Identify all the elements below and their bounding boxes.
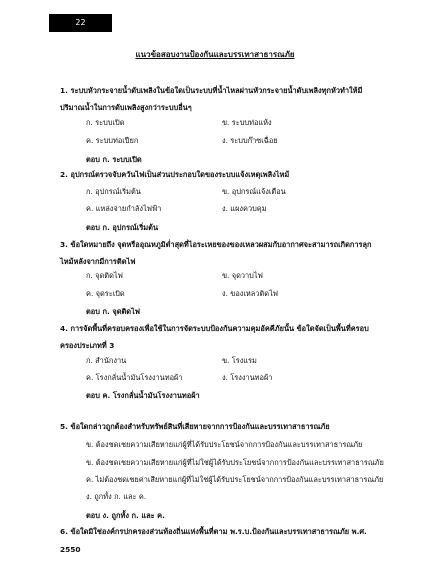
question-5-option-b: ข. ต้องชดเชยความเสียหายแก่ผู้ที่ไม่ใช่ผู้ได้รับประโยชน์จากการป้องกันและบรรเทาสาธารณภัย [86, 458, 384, 467]
question-6: 6. ข้อใดมิใช่องค์กรปกครองส่วนท้องถิ่นแห่งพื้นที่ตาม พ.ร.บ.ป้องกันและบรรเทาสาธารณภัย พ.ศ. [60, 527, 367, 536]
question-5: 5. ข้อใดกล่าวถูกต้องสำหรับทรัพย์สินที่เสียหายจากการป้องกันและบรรเทาสาธารณภัย [60, 422, 330, 431]
question-5-option-c: ค. ไม่ต้องชดเชยค่าเสียหายแก่ผู้ที่ไม่ใช่ผู้ได้รับประโยชน์จากการป้องกันและบรรเทาสาธารณภัย [86, 475, 384, 484]
question-3-answer: ตอบ ก. จุดติดไฟ [86, 307, 141, 316]
question-1-answer: ตอบ ก. ระบบเปิด [86, 155, 142, 164]
document-title: แนวข้อสอบงานป้องกันและบรรเทาสาธารณภัย [135, 50, 295, 59]
question-6-continuation: 2550 [60, 545, 81, 554]
question-1-option-c: ค. ระบบท่อเปียก [86, 136, 139, 145]
question-2: 2. อุปกรณ์ตรวจจับควันไฟเป็นส่วนประกอบใดของระบบแจ้งเหตุเพลิงไหม้ [60, 170, 290, 179]
question-2-option-a: ก. อุปกรณ์เริ่มต้น [86, 187, 141, 196]
question-1-option-a: ก. ระบบเปิด [86, 118, 125, 127]
question-4-option-b: ข. โรงแรม [222, 356, 257, 365]
question-4-option-a: ก. สำนักงาน [86, 356, 127, 365]
question-1-option-b: ข. ระบบท่อแห้ง [222, 118, 272, 127]
question-4-answer: ตอบ ค. โรงกลั่นน้ำมันโรงงานทอผ้า [86, 391, 200, 400]
question-4-option-c: ค. โรงกลั่นน้ำมันโรงงานทอผ้า [86, 373, 183, 382]
question-5-answer: ตอบ ง. ถูกทั้ง ก. และ ค. [86, 511, 165, 520]
question-3-option-c: ค. จุดระเบิด [86, 289, 125, 298]
question-3: 3. ข้อใดหมายถึง จุดหรืออุณหภูมิต่ำสุดที่ไอระเหยของของเหลวผสมกับอากาศจะสามารถเกิดการลุกไหม้หลังจากมีการติดไฟ [60, 240, 372, 266]
question-2-option-d: ง. แผงควบคุม [222, 204, 267, 213]
question-2-option-c: ค. แหล่งจ่ายกำลังไฟฟ้า [86, 204, 162, 213]
question-2-answer: ตอบ ก. อุปกรณ์เริ่มต้น [86, 223, 159, 232]
question-3-option-b: ข. จุดวาบไฟ [222, 271, 263, 280]
question-3-option-a: ก. จุดติดไฟ [86, 271, 123, 280]
question-3-option-d: ง. ของเหลวติดไฟ [222, 289, 279, 298]
question-1-option-d: ง. ระบบก๊าซเฉื่อย [222, 136, 278, 145]
question-4-option-d: ง. โรงงานทอผ้า [222, 373, 273, 382]
question-5-option-d: ง. ถูกทั้ง ก. และ ค. [86, 492, 147, 501]
page-number-badge: 22 [49, 14, 112, 32]
question-4: 4. การจัดพื้นที่ครอบครองเพื่อใช้ในการจัดระบบป้องกันความคุมอัคคีภัยนั้น ข้อใดจัดเป็นพื้นที่ครอบครองประเภทที่ 3 [60, 324, 369, 350]
question-5-option-a: ข. ต้องชดเชยความเสียหายแก่ผู้ที่ได้รับประโยชน์จากการป้องกันและบรรเทาสาธารณภัย [86, 440, 363, 449]
question-1: 1. ระบบหัวกระจายน้ำดับเพลิงในข้อใดเป็นระบบที่น้ำไหลผ่านหัวกระจายน้ำดับเพลิงทุกหัวทำให้มีปริมาณน้ำในการดับเพลิงสูงกว่าระบบอื่นๆ [60, 86, 363, 112]
question-2-option-b: ข. อุปกรณ์แจ้งเตือน [222, 187, 286, 196]
